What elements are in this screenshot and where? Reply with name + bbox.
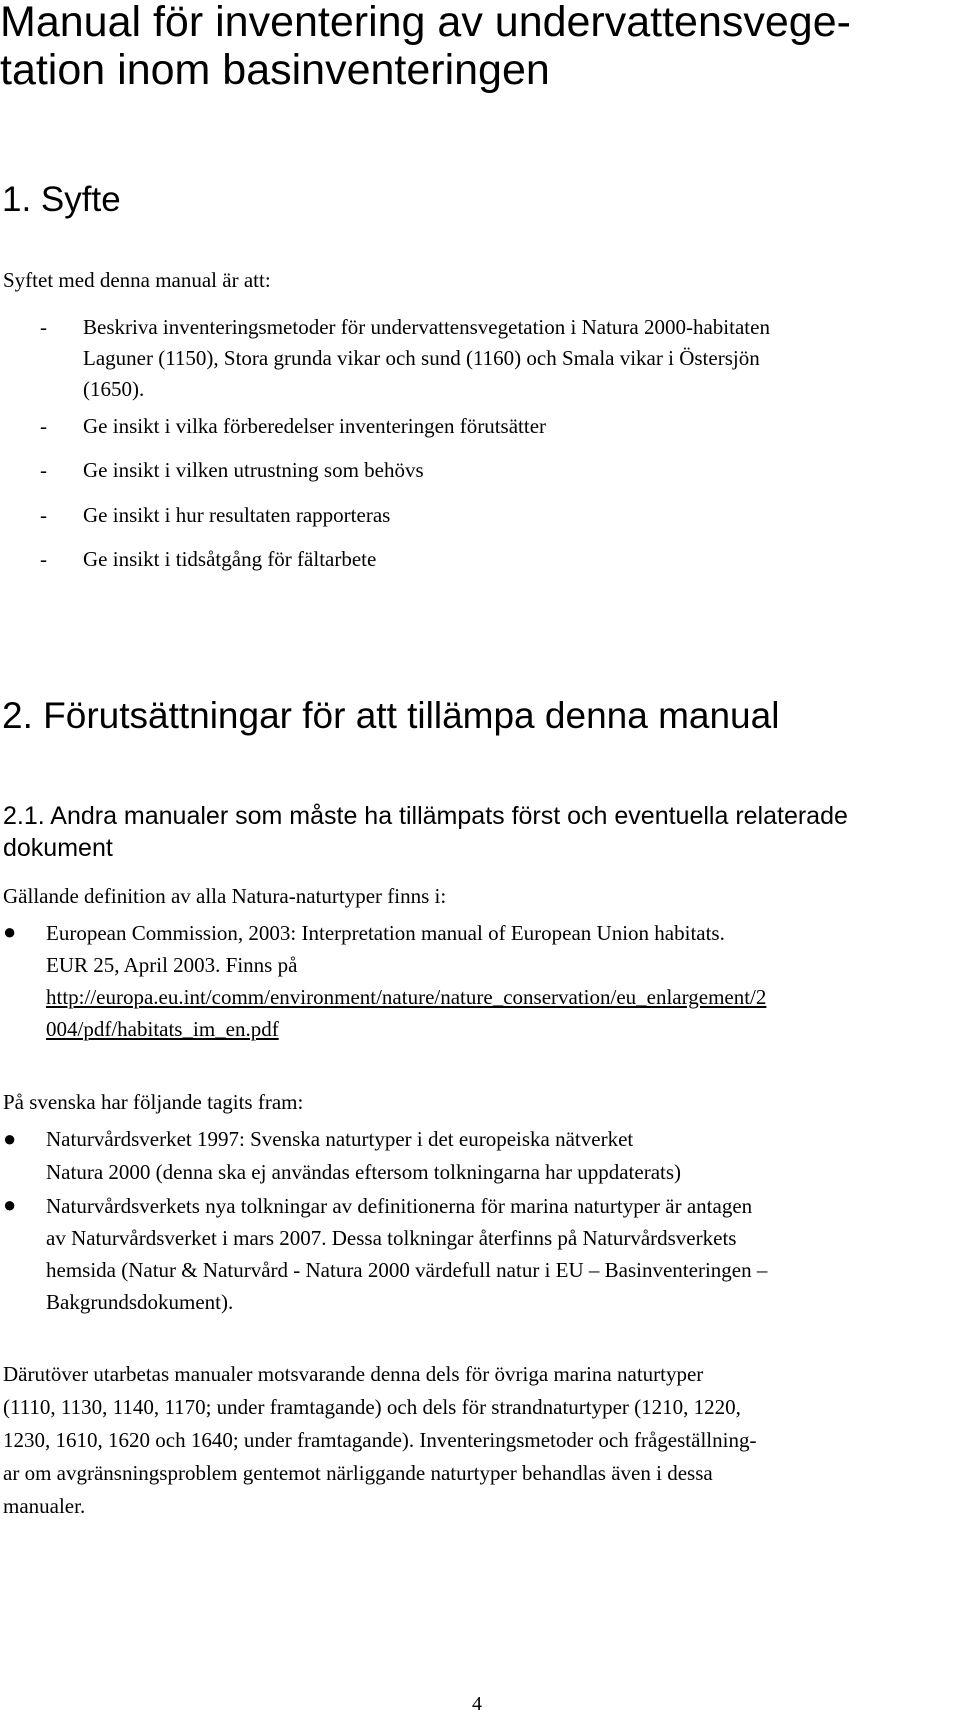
list-item-line: EUR 25, April 2003. Finns på bbox=[46, 953, 298, 977]
section-2-heading: 2. Förutsättningar för att tillämpa denna manual bbox=[2, 695, 780, 736]
swedish-sources-intro: På svenska har följande tagits fram: bbox=[3, 1090, 304, 1114]
paragraph-line: manualer. bbox=[3, 1494, 86, 1518]
list-item-line: hemsida (Natur & Naturvård - Natura 2000 värdefull natur i EU – Basinventeringen – bbox=[46, 1258, 768, 1282]
list-item-line: Beskriva inventeringsmetoder för undervattensvegetation i Natura 2000-habitaten bbox=[83, 315, 770, 339]
habitats-manual-link[interactable]: http://europa.eu.int/comm/environment/nature/nature_conservation/eu_enlargement/2 bbox=[46, 985, 767, 1009]
list-item-line: Naturvårdsverkets nya tolkningar av definitionerna för marina naturtyper är antagen bbox=[46, 1194, 753, 1218]
list-dash: - bbox=[40, 503, 47, 527]
paragraph-line: Därutöver utarbetas manualer motsvarande denna dels för övriga marina naturtyper bbox=[3, 1362, 704, 1386]
habitats-manual-link-continued[interactable]: 004/pdf/habitats_im_en.pdf bbox=[46, 1017, 279, 1041]
list-item-line: Bakgrundsdokument). bbox=[46, 1290, 234, 1314]
list-item-line: Naturvårdsverket 1997: Svenska naturtyper i det europeiska nätverket bbox=[46, 1127, 634, 1151]
list-item-line: European Commission, 2003: Interpretation manual of European Union habitats. bbox=[46, 921, 725, 945]
paragraph-line: ar om avgränsningsproblem gentemot närliggande naturtyper behandlas även i dessa bbox=[3, 1461, 713, 1485]
document-title bbox=[0, 0, 851, 94]
paragraph-line: (1110, 1130, 1140, 1170; under framtagande) och dels för strandnaturtyper (1210, 1220, bbox=[3, 1395, 741, 1419]
list-dash: - bbox=[40, 458, 47, 482]
page-number: 4 bbox=[472, 1693, 482, 1715]
list-dash: - bbox=[40, 547, 47, 571]
bullet-icon: ● bbox=[3, 1126, 17, 1151]
list-item-line: Natura 2000 (denna ska ej användas eftersom tolkningarna har uppdaterats) bbox=[46, 1160, 682, 1184]
list-item-line: (1650). bbox=[83, 377, 145, 401]
list-item-line: Ge insikt i vilken utrustning som behövs bbox=[83, 458, 424, 482]
bullet-icon: ● bbox=[3, 919, 17, 944]
list-item-line: Ge insikt i vilka förberedelser inventeringen förutsätter bbox=[83, 414, 547, 438]
paragraph-line: 1230, 1610, 1620 och 1640; under framtagande). Inventeringsmetoder och frågeställning- bbox=[3, 1428, 757, 1452]
title-line-2: tation inom basinventeringen bbox=[0, 46, 550, 94]
list-dash: - bbox=[40, 315, 47, 339]
list-dash: - bbox=[40, 414, 47, 438]
list-item-line: Laguner (1150), Stora grunda vikar och sund (1160) och Smala vikar i Östersjön bbox=[83, 346, 760, 370]
section-1-intro: Syftet med denna manual är att: bbox=[3, 268, 271, 292]
list-item-line: Ge insikt i hur resultaten rapporteras bbox=[83, 503, 391, 527]
list-item-line: av Naturvårdsverket i mars 2007. Dessa tolkningar återfinns på Naturvårdsverkets bbox=[46, 1226, 737, 1250]
closing-paragraph bbox=[3, 1358, 756, 1523]
bullet-icon: ● bbox=[3, 1192, 17, 1217]
definition-intro: Gällande definition av alla Natura-naturtyper finns i: bbox=[3, 884, 447, 908]
title-line-1: Manual för inventering av undervattensvege- bbox=[0, 0, 851, 46]
list-item-line: Ge insikt i tidsåtgång för fältarbete bbox=[83, 547, 377, 571]
section-1-heading: 1. Syfte bbox=[2, 180, 121, 219]
sub-heading-line-2: dokument bbox=[3, 834, 113, 862]
sub-heading-line-1: 2.1. Andra manualer som måste ha tillämpats först och eventuella relaterade bbox=[3, 802, 848, 830]
section-2-1-heading bbox=[3, 800, 848, 864]
